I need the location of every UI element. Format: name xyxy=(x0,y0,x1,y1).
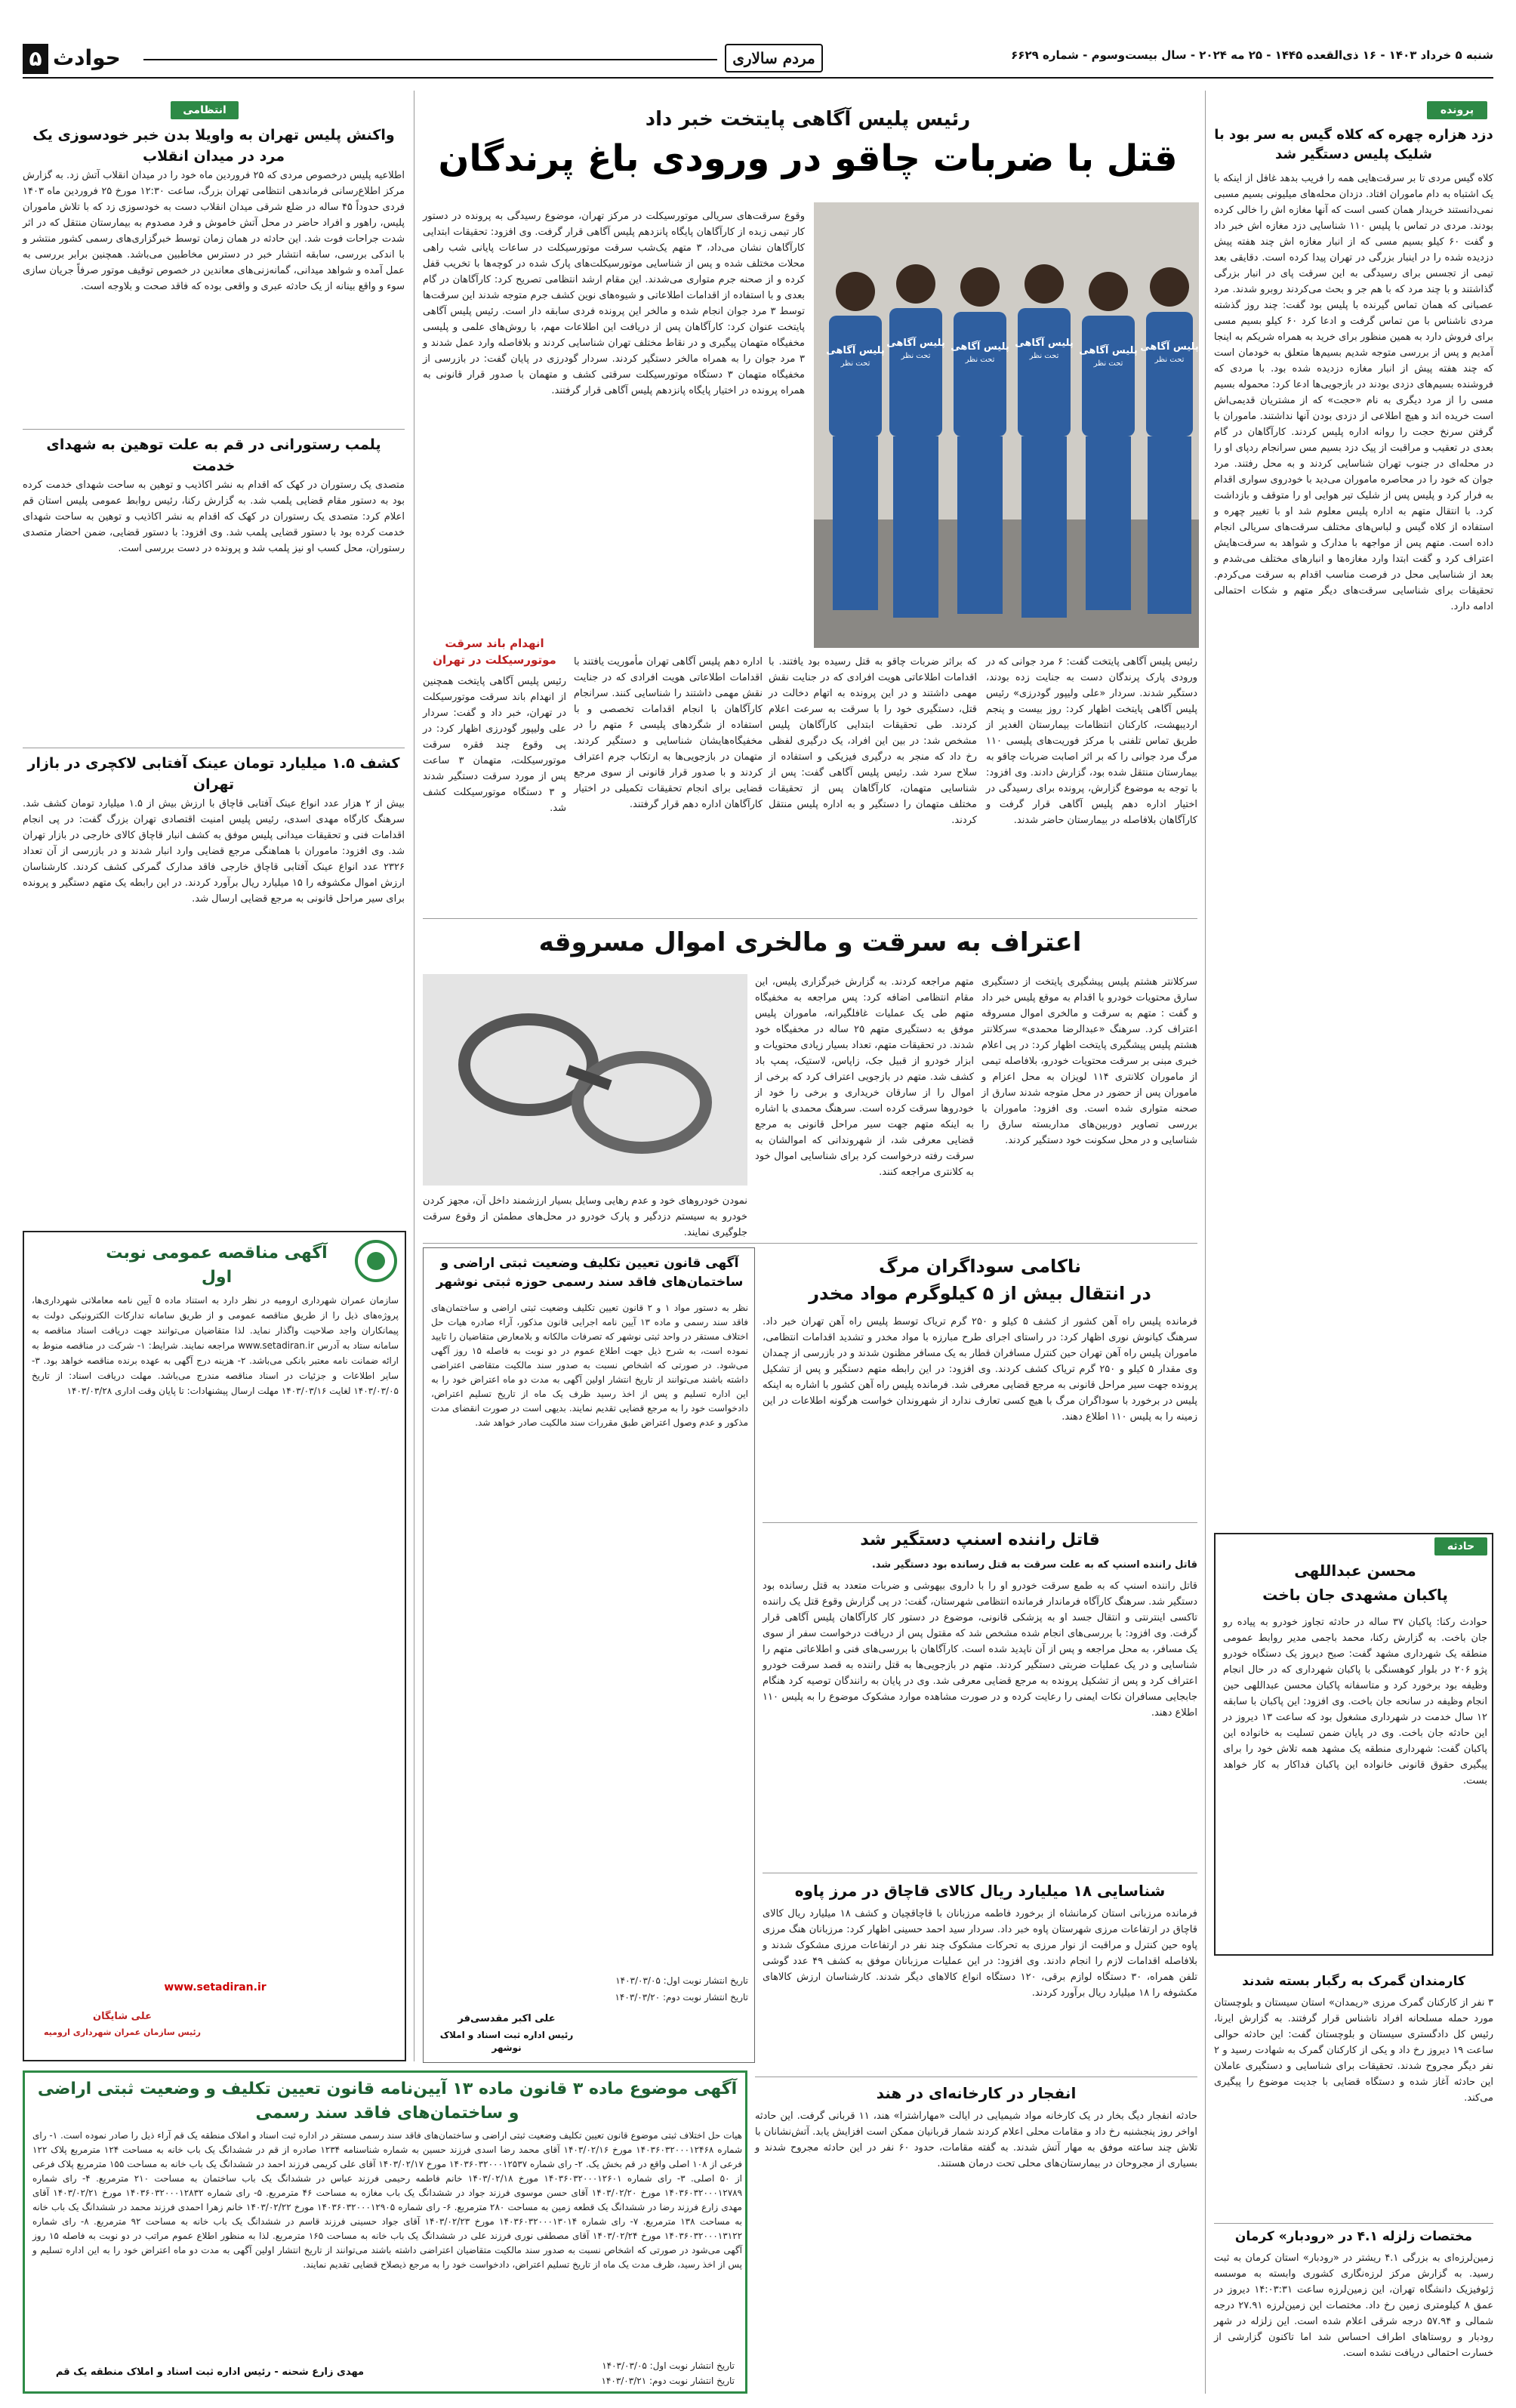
left-body2: متصدی یک رستوران در کهک که اقدام به نشر اکاذیب و توهین به ساحت شهدای خدمت کرده بود به دستور مقام قضایی پلمب شد. به گزارش رکنا، رئیس روابط عمومی پلیس استان قم اعلام کرد: متصدی یک رستوران در کهک که اقدام به نشر اکاذیب و توهین به ساحت شهدای خدمت کرده بود با دستور قضایی پلمب شد. وی افزود: با دستور قضایی، ضمن احضار متصدی رستوران، محل کسب او نیز پلمب شد و پرونده در دست بررسی است. xyxy=(19,479,405,554)
masthead xyxy=(23,44,1493,74)
customs-title: کارمندان گمرک به رگبار بسته شدند xyxy=(1242,1974,1465,1989)
smuggle-body: فرمانده مرزبانی استان کرمانشاه از برخورد فاطمه مرزبانان با قاچاقچیان و کشف ۱۸ میلیارد ریال کالای قاچاق در ارتفاعات مرزی شهرستان پاوه خبر داد. سردار سید احمد حسینی اظهار کرد: مرزبانان هنگ مرزی پاوه حین کنترل و مراقبت از نوار مرزی به تحرکات مشکوک چند نفر در ارتفاعات مرزی مشکوک شدند و بلافاصله اقدامات لازم را انجام دادند. وی افزود: در این عملیات مرزبانان موفق به کشف ۴۹ عدد گوشی تلفن همراه، ۳۰ دستگاه لوازم برقی، ۱۲۰ دستگاه انواع کالاهای دیگر شدند. کارشناسان ارزش کالاهای مکشوفه را ۱۸ میلیارد ریال برآورد کردند. xyxy=(759,1908,1197,1999)
badge-hadese: حادثه xyxy=(1434,1537,1487,1555)
left-body1: اطلاعیه پلیس درخصوص مردی که ۲۵ فروردین ماه خود را در میدان انقلاب آتش زد. به گزارش مرکز اطلاع‌رسانی فرماندهی انتظامی تهران بزرگ، ساعت ۱۲:۳۰ مورخ ۲۵ فروردین ماه ۱۴۰۳ فردی حدوداً ۴۵ ساله در ضلع شرقی میدان انقلاب دست به خودسوزی زد که با تلاش ماموران پلیس، راهور و افراد حاضر در محل آتش خاموش و فرد مصدوم به بیمارستان منتقل که در اثر شدت جراحات فوت شد. این حادثه در همان زمان توسط خبرگزاری‌های رسمی کشور منتشر و با اندکی بررسی، سابقه انتشار خبر در دسترس مخاطبین می‌باشد. همچنین برابر بررسی به عمل آمده و شواهد میدانی، گمانه‌زنی‌های معاندین در خصوص توقیف موتور صرفاً جریان سازی سوء و واقع بینانه از یک حادثه عبری و واقعی بوده که فاقد صحت و بلاوجه است. xyxy=(19,170,405,292)
left-title3: کشف ۱.۵ میلیارد تومان عینک آفتابی لاکچری در بازار تهران xyxy=(27,755,400,793)
badge-entezami: انتظامی xyxy=(171,101,239,119)
handcuffs-illustration xyxy=(423,974,747,1186)
lead-mid-text: وقوع سرقت‌های سریالی موتورسیکلت در مرکز تهران، موضوع رسیدگی به پرونده در دستور کار تیمی زبده از کارآگاهان پایگاه پانزدهم پلیس آگاهی قرار گرفت. وی افزود: تحقیقات ابتدایی کارآگاهان نشان می‌داد، ۳ متهم یک‌شب سرقت موتورسیکلت در ساعات پایانی شب راهی محلات مختلف شده و پس از شناسایی موتورسیکلت‌های پارک شده در کوچه‌ها با تخریب قفل کرده و از صحنه جرم متواری می‌شدند. این مقام ارشد انتظامی تصریح کرد: کارآگاهان در گام بعدی و با استفاده از اقدامات اطلاعاتی و شیوه‌های نوین کشف جرم متوجه شدند این سرقت‌ها توسط ۳ مرد جوان انجام شده و مالخر این پرونده فردی سابقه دار است. رئیس پلیس آگاهی پایتخت عنوان کرد: کارآگاهان پس از دریافت این اطلاعات مهم، با روش‌های علمی و پلیسی مخفیگاه متهمان پیگیری و در نقاط مختلف تهران شناسایی کردند و بلافاصله وارد عمل شدند و ۳ مرد جوان را به همراه مالخر دستگیر کردند. سردار گودرزی در پایان گفت: در بازرسی از مخفیگاه متهمان ۳ دستگاه موتورسیکلت سرقتی کشف و متهمان با صدور قرار قانونی به همراه پرونده در اختیار پایگاه پانزدهم پلیس آگاهی قرار گرفتند. xyxy=(419,211,806,396)
vest-sub-3: تحت نظر xyxy=(965,356,995,364)
vest-sub-4: تحت نظر xyxy=(1029,352,1059,360)
vest-label-4: پلیس آگاهی xyxy=(1015,338,1074,349)
lead-col-a: رئیس پلیس آگاهی پایتخت گفت: ۶ مرد جوانی که در ورودی پارک پرندگان دست به جنایت زده بودند، دستگیر شدند. سردار «علی ولیپور گودرزی» رئیس پلیس آگاهی پایتخت اظهار کرد: روز بیست و پنجم اردیبهشت، کارکنان انتظامات بیمارستان الغدیر از طریق تماس تلفنی با مرکز فوریت‌های پلیسی ۱۱۰ مرگ مرد جوانی را که بر اثر اصابت ضربات چاقو به بیمارستان منتقل شده بود، گزارش دادند. وی افزود: با توجه به موضوع گزارش، پرونده برای رسیدگی در اختیار اداره دهم پلیس آگاهی قرار گرفت و کارآگاهان بلافاصله در بیمارستان حاضر شدند. xyxy=(982,656,1198,826)
tender-ad xyxy=(23,1231,406,2061)
quake-body: زمین‌لرزه‌ای به بزرگی ۴.۱ ریشتر در «رودبار» استان کرمان به ثبت رسید. به گزارش مرکز لرزه‌نگاری کشوری وابسته به موسسه ژئوفیزیک دانشگاه تهران، این زمین‌لرزه ساعت ۱۴:۰۳:۳۱ دیروز در عمق ۸ کیلومتری زمین رخ داد. مختصات این زمین‌لرزه ۲۷.۹۱ درجه شمالی و ۵۷.۹۴ درجه شرقی اعلام شده است. این زلزله در شهر رودبار و روستاهای اطراف احساس شد اما تاکنون گزارشی از خسارت احتمالی دریافت نشده است. xyxy=(1210,2252,1494,2359)
notice-qom-body: هیات حل اختلاف ثبتی موضوع قانون تعیین تکلیف وضعیت ثبتی اراضی و ساختمان‌های فاقد سند رسمی مستقر در اداره ثبت اسناد و املاک منطقه یک قم آراء ذیل را صادر نموده است. ۱- رای شماره ۱۴۰۳۶۰۳۲۰۰۰۱۲۴۶۸ مورخ ۱۴۰۳/۰۲/۱۶ آقای محمد رضا اسدی فرزند حسین به شماره شناسنامه ۱۲۳۴ صادره از قم در ششدانگ یک باب خانه به مساحت ۱۲۴ مترمربع پلاک ۱۲۲ فرعی از ۱۰۸ اصلی واقع در قم بخش یک. ۲- رای شماره ۱۴۰۳۶۰۳۲۰۰۰۱۲۵۳۷ مورخ ۱۴۰۳/۰۲/۱۷ آقای علی کریمی فرزند احمد در ششدانگ یک باب خانه به مساحت ۱۵۵ مترمربع پلاک فرعی از ۵۰ اصلی. ۳- رای شماره ۱۴۰۳۶۰۳۲۰۰۰۱۲۶۰۱ مورخ ۱۴۰۳/۰۲/۱۸ خانم فاطمه رحیمی فرزند عباس در ششدانگ یک باب ساختمان به مساحت ۲۱۰ مترمربع. ۴- رای شماره ۱۴۰۳۶۰۳۲۰۰۰۱۲۷۸۹ مورخ ۱۴۰۳/۰۲/۲۰ آقای حسن موسوی فرزند جواد در ششدانگ یک باب مغازه به مساحت ۴۶ مترمربع. ۵- رای شماره ۱۴۰۳۶۰۳۲۰۰۰۱۲۸۳۲ مورخ ۱۴۰۳/۰۲/۲۱ آقای مهدی زارع فرزند رضا در ششدانگ یک قطعه زمین به مساحت ۲۸۰ مترمربع. ۶- رای شماره ۱۴۰۳۶۰۳۲۰۰۰۱۲۹۰۵ مورخ ۱۴۰۳/۰۲/۲۲ خانم زهرا احمدی فرزند محمد در ششدانگ یک باب خانه به مساحت ۱۳۸ مترمربع. ۷- رای شماره ۱۴۰۳۶۰۳۲۰۰۰۱۳۰۱۴ مورخ ۱۴۰۳/۰۲/۲۳ آقای جواد حسینی فرزند قاسم در ششدانگ یک باب خانه به مساحت ۹۲ مترمربع. ۸- رای شماره ۱۴۰۳۶۰۳۲۰۰۰۱۳۱۲۲ مورخ ۱۴۰۳/۰۲/۲۴ آقای مصطفی نوری فرزند علی در ششدانگ یک باب خانه به مساحت ۱۶۵ مترمربع. لذا به منظور اطلاع عموم مراتب در دو نوبت به فاصله ۱۵ روز آگهی می‌شود در صورتی که اشخاص نسبت به صدور سند مالکیت متقاضیان اعتراضی داشته باشند می‌توانند از تاریخ انتشار اولین آگهی به مدت دو ماه اعتراض خود را به این اداره تسلیم و پس از اخذ رسید، ظرف مدت یک ماه از تاریخ تسلیم اعتراض، دادخواست خود را به مرجع ذیصلاح قضایی تقدیم نمایند. xyxy=(29,2130,743,2270)
notice-qom-date2: تاریخ انتشار نوبت دوم: ۱۴۰۳/۰۳/۲۱ xyxy=(601,2376,735,2386)
vest-sub-5: تحت نظر xyxy=(1093,359,1123,368)
accident-body: حوادث رکنا: پاکبان ۳۷ ساله در حادثه تجاوز خودرو به پیاده رو جان باخت. به گزارش رکنا، محمد باجمی مدیر روابط عمومی منطقه یک شهرداری مشهد گفت: صبح دیروز یک دستگاه خودرو پژو ۲۰۶ در بلوار کوهسنگی با پاکبان شهرداری که در حال انجام وظیفه بود برخورد کرد و متاسفانه پاکبان محسن عبداللهی حین انجام وظیفه در سانحه جان باخت. وی افزود: این پاکبان با سابقه ۱۲ سال خدمت در شهرداری مشغول بود که ساعت ۱۳ دیروز در این حادثه جان باخت. وی در پایان ضمن تسلیت به خانواده این پاکبان گفت: شهرداری منطقه یک مشهد همه تلاش خود را برای پیگیری حقوق قانونی خانواده این پاکبان فداکار به کار خواهد بست. xyxy=(1219,1617,1488,1787)
left-title2: پلمب رستورانی در قم به علت توهین به شهدای خدمت xyxy=(46,436,381,474)
tender-sign2: رئیس سازمان عمران شهرداری ارومیه xyxy=(44,2027,201,2037)
lead-sub-head: موتورسیکلت در تهران xyxy=(433,653,556,667)
notice-nowshahr-title: آگهی قانون تعیین تکلیف وضعیت ثبتی اراضی و ساختمان‌های فاقد سند رسمی حوزه ثبتی نوشهر xyxy=(436,1256,744,1290)
snapp-headline: قاتل راننده اسنپ دستگیر شد xyxy=(860,1531,1100,1549)
notice-qom xyxy=(23,2070,747,2394)
lead-col-b: که براثر ضربات چاقو به قتل رسیده بود یافتند. با اقدامات اطلاعاتی هویت افرادی که در جنایت نقش مهمی داشتند و در این پرونده به اتهام دخالت در قتل، دستگیری خود را با سرقت به سرعت اعلام کردند. طی تحقیقات ابتدایی کارآگاهان پلیس مشخص شد: در بین این افراد، یک درگیری لفظی رخ داد که منجر به درگیری فیزیکی و استفاده از سلاح سرد شد. رئیس پلیس آگاهی گفت: پس از شناسایی متهمان، کارآگاهان پس از تحقیقات مختلف متهمان را دستگیر و به اداره پلیس منتقل کردند. xyxy=(765,656,977,826)
left-rule1 xyxy=(23,429,405,430)
snapp-body: قاتل راننده اسنپ که به طمع سرقت خودرو او را با داروی بیهوشی و ضربات متعدد به قتل رسانده بود دستگیر شد. سرهنگ کارآگاه فرماندار فرمانده انتظامی شهرستان، گفت: در پی گزارش وقوع قتل یک راننده تاکسی اینترنتی و انتقال جسد او به پزشکی قانونی، موضوع در دستور کار کارآگاهان پلیس آگاهی قرار گرفت. وی افزود: با بررسی‌های انجام شده مشخص شد که مقتول پس از دریافت درخواست سفر از سوی یک مسافر، به محل مراجعه و پس از آن ناپدید شده است. کارآگاهان با بررسی‌های فنی و اطلاعاتی متهم را شناسایی و در یک عملیات ضربتی دستگیر کردند. متهم در بازجویی‌ها به قتل راننده به قصد سرقت خودرو اعتراف کرد و پس از تشکیل پرونده به مرجع قضایی معرفی شد. وی در پایان به رانندگان توصیه کرد هنگام جابجایی مسافران نکات ایمنی را رعایت کرده و در صورت مشاهده موارد مشکوک موضوع را به پلیس ۱۱۰ اطلاع دهند. xyxy=(759,1580,1198,1719)
vest-sub-6: تحت نظر xyxy=(1154,356,1185,364)
vest-label-3: پلیس آگاهی xyxy=(951,341,1009,353)
notice-nowshahr xyxy=(423,1247,755,2063)
confession-col2: متهم مراجعه کردند. به گزارش خبرگزاری پلیس، این مقام انتظامی اضافه کرد: پس مراجعه به مخفیگاه متهم طی یک عملیات غافلگیرانه، ماموران پلیس موفق به دستگیری متهم ۲۵ ساله در مخفیگاه خود شدند. در تحقیقات متهم، تعداد بسیار زیادی محتویات و ابزار خودرو از قبیل جک، زاپاس، لاستیک، پمپ باد کشف شد. متهم در بازجویی اعتراف کرد که برخی از اموال را از سارقان خریداری و برخی را خود از خودروها سرقت کرده است. سرهنگ محمدی با اشاره به اینکه متهم جهت سیر مراحل قانونی به مرجع قضایی معرفی شد، از شهروندانی که اموالشان به سرقت رفته درخواست کرد برای شناسایی اموال خود به کلانتری مراجعه کنند. xyxy=(751,976,974,1178)
lead-headline: قتل با ضربات چاقو در ورودی باغ پرندگان xyxy=(438,137,1178,180)
customs-body: ۳ نفر از کارکنان گمرک مرزی «ریمدان» استان سیستان و بلوچستان مورد حمله مسلحانه افراد ناشناس قرار گرفتند. به گزارش ایرنا، رئیس کل دادگستری سیستان و بلوچستان گفت: این حادثه حوالی ساعت ۱۹ دیروز رخ داد و یکی از کارکنان گمرک به شهادت رسید و ۲ نفر دیگر مجروح شدند. تحقیقات برای شناسایی و دستگیری عاملان این حادثه آغاز شده و دستگاه قضایی با جدیت موضوع را پیگیری می‌کند. xyxy=(1210,1997,1494,2104)
logo: مردم سالاری xyxy=(725,44,823,72)
notice-nowshahr-body: نظر به دستور مواد ۱ و ۲ قانون تعیین تکلیف وضعیت ثبتی اراضی و ساختمان‌های فاقد سند رسمی و ماده ۱۳ آیین نامه اجرایی قانون مذکور، آراء صادره هیات حل اختلاف مستقر در واحد ثبتی نوشهر که تصرفات مالکانه و بلامعارض متقاضیان را تایید نموده است، به شرح ذیل جهت اطلاع عموم در دو نوبت به فاصله ۱۵ روز آگهی می‌شود. در صورتی که اشخاص نسبت به صدور سند مالکیت متقاضی اعتراضی داشته باشند می‌توانند از تاریخ انتشار اولین آگهی به مدت دو ماه اعتراض خود را به این اداره تسلیم و پس از اخذ رسید ظرف یک ماه از تاریخ تسلیم اعتراض، دادخواست خود را به مرجع قضایی تقدیم نمایند. بدیهی است در صورت انقضای مدت مذکور و عدم وصول اعتراض طبق مقررات سند مالکیت صادر خواهد شد. xyxy=(428,1303,748,1428)
page-number-box: ۵ xyxy=(23,44,48,74)
lead-bottom-rule xyxy=(423,918,1197,919)
masthead-underline xyxy=(23,77,1493,79)
handcuffs-photo xyxy=(423,974,747,1186)
lead-col-c: اداره دهم پلیس آگاهی تهران مأموریت یافتند با اقدامات اطلاعاتی هویت افرادی که در جنایت نقش مهمی داشتند را شناسایی کنند. سرانجام کارآگاهان با انجام اقدامات تخصصی و با استفاده از شگردهای پلیسی ۶ متهم را در مخفیگاه‌هایشان شناسایی و دستگیر کردند. متهمان در بازجویی‌ها به ارتکاب جرم اعتراف کردند و با صدور قرار قانونی از سوی مرجع قضایی برای انجام تحقیقات تکمیلی در اختیار کارآگاهان اداره دهم قرار گرفتند. xyxy=(570,656,763,810)
vest-label-2: پلیس آگاهی xyxy=(886,338,945,349)
notice-nowshahr-date2: تاریخ انتشار نوبت دوم: ۱۴۰۳/۰۳/۲۰ xyxy=(615,1992,748,2003)
vest-sub-2: تحت نظر xyxy=(901,352,931,360)
left-body3: بیش از ۲ هزار عدد انواع عینک آفتابی قاچاق با ارزش بیش از ۱.۵ میلیارد تومان کشف شد. سرهنگ کارگاه مهدی اسدی، رئیس پلیس امنیت اقتصادی تهران بزرگ گفت: در پی انجام اقدامات فنی و تحقیقات میدانی پلیس موفق به کشف انبار قاچاق کالای خارجی در بازار تهران شد. وی افزود: ماموران با هماهنگی مرجع قضایی وارد انبار شدند و در بازرسی از آن تعداد ۲۳۲۶ عدد انواع عینک آفتابی قاچاق خارجی فاقد مدارک گمرکی کشف کردند. کارشناسان ارزش اموال مکشوفه را ۱۵ میلیارد ریال برآورد کردند. در این رابطه یک متهم دستگیر و پرونده برای سیر مراحل قانونی به مرجع قضایی ارسال شد. xyxy=(19,798,405,905)
date-line: شنبه ۵ خرداد ۱۴۰۳ - ۱۶ ذی‌القعده ۱۴۴۵ - ۲۵ مه ۲۰۲۴ - سال بیست‌وسوم - شماره ۶۶۲۹ xyxy=(1011,48,1493,62)
notice-qom-sign: مهدی زارع شحنه - رئیس اداره ثبت اسناد و املاک منطقه یک قم xyxy=(55,2366,365,2378)
confession-headline: اعتراف به سرقت و مالخری اموال مسروقه xyxy=(538,927,1082,957)
drug-kicker: ناکامی سوداگران مرگ xyxy=(879,1256,1081,1277)
lead-kicker: رئیس پلیس آگاهی پایتخت خبر داد xyxy=(645,108,971,131)
drug-bottom-rule xyxy=(763,1522,1197,1523)
tender-sign: علی شایگان xyxy=(93,2011,152,2022)
vest-label-1: پلیس آگاهی xyxy=(826,345,885,356)
lead-sub-body: رئیس پلیس آگاهی پایتخت همچنین از انهدام باند سرقت موتورسیکلت در تهران، خبر داد و گفت: سردار علی ولیپور گودرزی اظهار کرد: در پی وقوع چند فقره سرقت موتورسیکلت، متهمان ۳ ساعت پس از مورد سرقت دستگیر شدند و ۳ دستگاه موتورسیکلت کشف شد. xyxy=(419,676,566,814)
suspects-photo xyxy=(814,202,1199,648)
notice-qom-title: آگهی موضوع ماده ۳ قانون ماده ۱۳ آیین‌نامه قانون تعیین تکلیف و وضعیت ثبتی اراضی و ساختمان‌های فاقد سند رسمی xyxy=(37,2080,738,2123)
header-rule-left xyxy=(143,59,717,60)
right-col-title: دزد هزاره چهره که کلاه گیس به سر بود با شلیک پلیس دستگیر شد xyxy=(1214,127,1493,163)
notice-nowshahr-sign2: رئیس اداره ثبت اسناد و املاک نوشهر xyxy=(439,2030,574,2054)
confession-bottom-rule xyxy=(423,1243,1197,1244)
drug-body: فرمانده پلیس راه آهن کشور از کشف ۵ کیلو و ۲۵۰ گرم تریاک توسط پلیس راه آهن تهران خبر داد. سرهنگ کیانوش نوری اظهار کرد: در راستای اجرای طرح مبارزه با مواد مخدر و تشدید اقدامات انتظامی، ماموران پلیس راه آهن تهران حین کنترل مسافران قطار به یک مسافر مظنون شدند و در بازرسی از چمدان وی مقدار ۵ کیلو و ۲۵۰ گرم تریاک کشف کردند. وی افزود: در این رابطه متهم دستگیر و پس از تشکیل پرونده جهت سیر مراحل قانونی به مرجع قضایی معرفی شد. فرمانده پلیس راه آهن کشور با اشاره به اینکه پلیس در برخورد با سوداگران مرگ با هیچ کسی تعارف ندارد از شهروندان خواست هرگونه اطلاعات در این زمینه را به پلیس ۱۱۰ اطلاع دهند. xyxy=(759,1316,1198,1423)
notice-nowshahr-sign: علی اکبر مقدسی‌فر xyxy=(458,2013,556,2024)
fire-headline: انفجار در کارخانه‌ای در هند xyxy=(876,2084,1077,2102)
snapp-lead: قاتل راننده اسنپ که به علت سرقت به قتل رسانده بود دستگیر شد. xyxy=(871,1559,1197,1571)
lead-sub-kicker: انهدام باند سرقت xyxy=(445,637,544,650)
accident-author: محسن عبداللهی xyxy=(1294,1562,1416,1580)
right-col-body: کلاه گیس مردی تا بر سرقت‌هایی همه را فریب بدهد غافل از اینکه با یک اشتباه به دام ماموران افتاد. دزدان محله‌های میلیونی بسیم مسبی نمی‌دانستند خریدار همان کسی است که آنها مغازه اش را خالی کرده بودند. مردی در تماس با پلیس ۱۱۰ شناسایی دزد مغازه اش خبر داد و گفت ۶۰ کیلو بسیم مسی که از انبار مغازه اش چند هفته پیش دزدیده شده را در اینبار بزرگی در تهران پیدا کرده است. دقایقی بعد تیمی از تجسس برای رسیدگی به این سرقت پای در انبار بزرگی گذاشتند و با چند مرد که با هم جر و بحث می‌کردند روبرو شدند. مرد عصبانی که همان تماس گیرنده با پلیس بود گفت: چند روز گذشته مردی ناشناس با من تماس گرفت و ادعا کرد ۶۰ کیلو بسیم مسی برای فروش دارد به همین منظور برای خرید به همراه شریکم به اینجا آمدیم و پس از بررسی متوجه شدیم بسیم‌ها متعلق به خودمان است که چند هفته پیش از انبار مغازه دزدیده شده بود. با مردی که فروشنده بسیم‌های دزدی بودند در بازجویی‌ها ادعا کرد: محموله بسیم مسی را از مرد دیگری به نام «حجت» که از مشتریان قدیمی‌اش است خریده اند و هیچ اطلاعی از دزدی بودن آنها نداشتند. ماموران با گرفتن سرنخ حجت را روانه اداره پلیس کردند. کارآگاهان در گام بعدی در تعقیب و مراقبت از پیک دزد بسیم مس سرانجام ردپای او را در محله‌ای در جنوب تهران شناسایی کردند و به محل رفتند. مرد جوان که خود را در محاصره ماموران می‌دید با خودروی سواری اقدام به فرار کرد و پلیس پس از شلیک تیر هوایی او را متوقف و بازداشت کرد. با انتقال متهم به اداره پلیس معلوم شد او با تغییر چهره و استفاده از کلاه گیس و لباس‌های مختلف سرقت‌های سریالی انجام داده است. متهم پس از مواجهه با مدارک و شواهد به سرقت‌هایش اعتراف کرد و گفت ابتدا وارد مغازه‌ها و انبارهای مختلف می‌شدم و بعد از شناسایی محل در فرصت مناسب اقدام به سرقت می‌کردم. تحقیقات برای شناسایی سرقت‌های دیگر متهم و شکات احتمالی ادامه دارد. xyxy=(1210,173,1494,612)
vest-label-5: پلیس آگاهی xyxy=(1079,345,1138,356)
suspects-illustration xyxy=(814,202,1199,648)
urmia-emblem-icon xyxy=(353,1238,399,1284)
tender-site: www.setadiran.ir xyxy=(164,1981,267,1993)
vest-label-6: پلیس آگاهی xyxy=(1140,341,1199,353)
tender-title: آگهی مناقصه عمومی نوبت اول xyxy=(106,1244,328,1287)
accident-title: پاکبان مشهدی جان باخت xyxy=(1262,1586,1448,1604)
section-title: حوادث xyxy=(53,45,121,70)
right-divider xyxy=(1214,2223,1493,2224)
notice-qom-date1: تاریخ انتشار نوبت اول: ۱۴۰۳/۰۳/۰۵ xyxy=(602,2360,735,2371)
rule-right xyxy=(1205,91,1206,2394)
fire-body: حادثه انفجار دیگ بخار در یک کارخانه مواد شیمیایی در ایالت «مهاراشترا» هند، ۱۱ قربانی گرفت. این حادثه اواخر روز پنجشنبه رخ داد و مقامات محلی اعلام کردند شمار قربانیان ممکن است افزایش یابد. آتش‌نشانان با تلاش چند ساعته موفق به مهار آتش شدند. به گفته مقامات، حدود ۶۰ نفر در این حادثه مجروح شدند و بسیاری از مجروحان در بیمارستان‌های محلی تحت درمان هستند. xyxy=(751,2110,1197,2169)
quake-title: مختصات زلزله ۴.۱ در «رودبار» کرمان xyxy=(1234,2229,1473,2244)
smuggle-headline: شناسایی ۱۸ میلیارد ریال کالای قاچاق در مرز پاوه xyxy=(794,1882,1166,1900)
confession-caption: نمودن خودروهای خود و عدم رهایی وسایل بسیار ارزشمند داخل آن، مجهز کردن خودرو به سیستم دزدگیر و پارک خودرو در محل‌های مطمئن از وقوع سرقت جلوگیری نمایند. xyxy=(419,1195,747,1238)
vest-sub-1: تحت نظر xyxy=(840,359,870,368)
badge-parvande: پرونده xyxy=(1427,101,1487,119)
accident-box xyxy=(1214,1533,1493,1956)
left-title1: واکنش پلیس تهران به واویلا بدن خبر خودسوزی یک مرد در میدان انقلاب xyxy=(32,127,395,165)
notice-nowshahr-date1: تاریخ انتشار نوبت اول: ۱۴۰۳/۰۳/۰۵ xyxy=(615,1975,748,1986)
drug-headline: در انتقال بیش از ۵ کیلوگرم مواد مخدر xyxy=(809,1283,1151,1304)
confession-col1: سرکلانتر هشتم پلیس پیشگیری پایتخت از دستگیری سارق محتویات خودرو با اقدام به موقع پلیس خبر داد و گفت : متهم به سرقت و مالخری اموال مسروقه اعتراف کرد. سرهنگ «عبدالرضا محمدی» سرکلانتر هشتم پلیس پیشگیری پایتخت اظهار کرد: در پی اعلام خبری مبنی بر سرقت محتویات خودرو، بلافاصله تیمی از ماموران کلانتری ۱۱۴ لویزان به محل اعزام و ماموران پس از حضور در محل متوجه شدند سارق از صحنه متواری شده است. وی افزود: ماموران با بررسی تصاویر دوربین‌های مداربسته سارق را شناسایی و در محل سکونت خود دستگیر کردند. xyxy=(978,976,1198,1146)
tender-body: سازمان عمران شهرداری ارومیه در نظر دارد به استناد ماده ۵ آیین نامه معاملاتی شهرداری‌ها، پروژه‌های ذیل را از طریق مناقصه عمومی و از طریق سامانه تدارکات الکترونیکی دولت به پیمانکاران واجد صلاحیت واگذار نماید. لذا متقاضیان می‌توانند جهت دریافت اسناد مناقصه به سامانه ستاد به آدرس www.setadiran.ir مراجعه نمایند. شرایط: ۱- شرکت در مناقصه منوط به ارائه ضمانت نامه معتبر بانکی می‌باشد. ۲- هزینه درج آگهی به عهده برنده مناقصه خواهد بود. ۳- سایر اطلاعات و جزئیات در اسناد مناقصه مندرج می‌باشد. مهلت دریافت اسناد: از تاریخ ۱۴۰۳/۰۳/۰۵ لغایت ۱۴۰۳/۰۳/۱۶ مهلت ارسال پیشنهادات: تا پایان وقت اداری ۱۴۰۳/۰۳/۲۸ xyxy=(29,1295,399,1396)
